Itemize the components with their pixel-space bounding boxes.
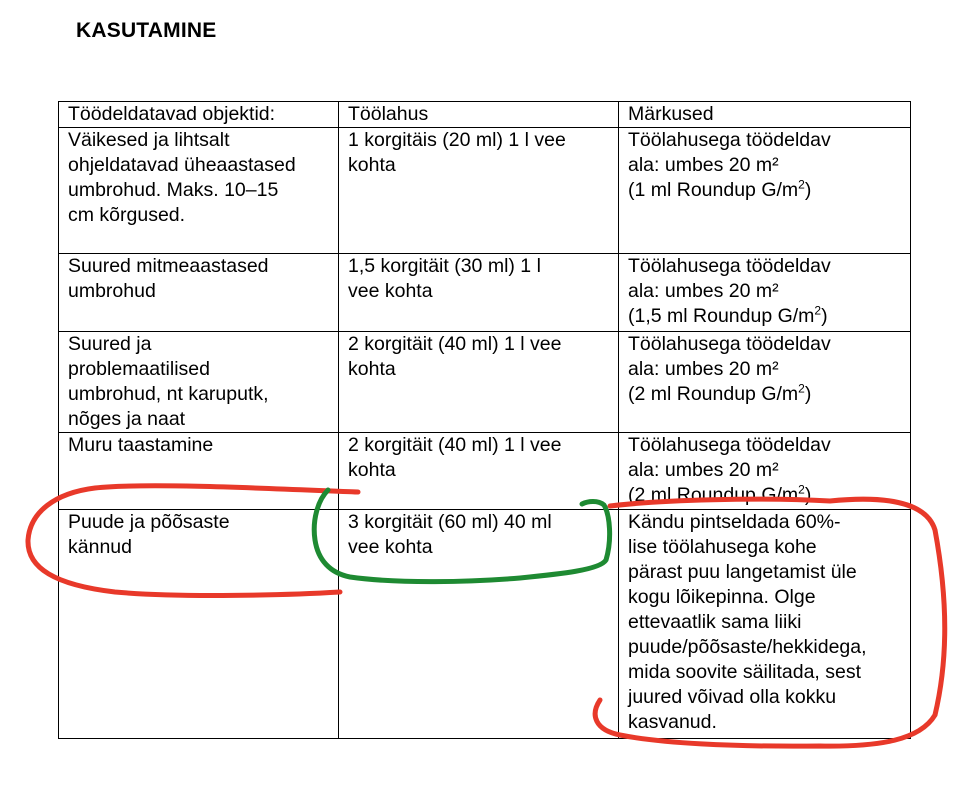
superscript-2: 2 — [798, 177, 805, 192]
solution-cell — [339, 128, 619, 254]
cell-line: vee kohta — [348, 536, 433, 558]
table-row — [59, 332, 911, 433]
solution-cell — [339, 510, 619, 739]
object-cell — [59, 128, 339, 254]
cell-line: Töölahusega töödeldav — [628, 434, 831, 456]
closing-paren: ) — [804, 484, 812, 506]
cell-line: puude/põõsaste/hekkidega, — [628, 636, 867, 658]
dose-line — [628, 178, 904, 203]
cell-line: kohta — [348, 154, 396, 176]
cell-line: umbrohud, nt karuputk, — [68, 383, 269, 405]
cell-line: pärast puu langetamist üle — [628, 561, 857, 583]
cell-line: 2 korgitäit (40 ml) 1 l vee — [348, 434, 562, 456]
cell-line: Muru taastamine — [68, 434, 214, 456]
table-header-row — [59, 102, 911, 128]
cell-line: ala: umbes 20 m² — [628, 459, 779, 481]
cell-line: Suured mitmeaastased — [68, 255, 269, 277]
cell-line: kasvanud. — [628, 711, 717, 733]
table-row — [59, 433, 911, 510]
header-objects: Töödeldatavad objektid: — [59, 102, 339, 128]
object-cell — [59, 433, 339, 510]
dose-text: (1,5 ml Roundup G/m — [628, 305, 815, 327]
notes-cell — [619, 254, 911, 332]
cell-line: Töölahusega töödeldav — [628, 129, 831, 151]
cell-line: umbrohud — [68, 280, 156, 302]
notes-cell — [619, 433, 911, 510]
dose-line — [628, 483, 904, 508]
dose-line — [628, 304, 904, 329]
closing-paren: ) — [804, 179, 812, 201]
notes-cell — [619, 128, 911, 254]
cell-line: cm kõrgused. — [68, 204, 186, 226]
solution-cell — [339, 254, 619, 332]
page-heading: KASUTAMINE — [76, 19, 217, 42]
cell-line: ala: umbes 20 m² — [628, 358, 779, 380]
header-solution: Töölahus — [339, 102, 619, 128]
table-row — [59, 510, 911, 739]
cell-line: Töölahusega töödeldav — [628, 255, 831, 277]
cell-line: 1,5 korgitäit (30 ml) 1 l — [348, 255, 541, 277]
usage-table — [58, 101, 911, 739]
cell-line: lise töölahusega kohe — [628, 536, 817, 558]
cell-line: nõges ja naat — [68, 408, 186, 430]
object-cell — [59, 254, 339, 332]
cell-line: ala: umbes 20 m² — [628, 280, 779, 302]
cell-line: umbrohud. Maks. 10–15 — [68, 179, 279, 201]
object-cell — [59, 510, 339, 739]
dose-text: (1 ml Roundup G/m — [628, 179, 799, 201]
cell-line: 1 korgitäis (20 ml) 1 l vee — [348, 129, 566, 151]
notes-cell — [619, 332, 911, 433]
cell-line: Puude ja põõsaste — [68, 511, 230, 533]
cell-line: Töölahusega töödeldav — [628, 333, 831, 355]
solution-cell — [339, 332, 619, 433]
cell-line: 3 korgitäit (60 ml) 40 ml — [348, 511, 552, 533]
cell-line: juured võivad olla kokku — [628, 686, 837, 708]
table-row — [59, 254, 911, 332]
superscript-2: 2 — [798, 381, 805, 396]
cell-line: Suured ja — [68, 333, 152, 355]
cell-line: ettevaatlik sama liiki — [628, 611, 802, 633]
cell-line: 2 korgitäit (40 ml) 1 l vee — [348, 333, 562, 355]
cell-line: kännud — [68, 536, 132, 558]
solution-cell — [339, 433, 619, 510]
cell-line: kogu lõikepinna. Olge — [628, 586, 816, 608]
cell-line: Kändu pintseldada 60%- — [628, 511, 841, 533]
dose-text: (2 ml Roundup G/m — [628, 484, 799, 506]
header-notes: Märkused — [619, 102, 911, 128]
cell-line: ohjeldatavad üheaastased — [68, 154, 296, 176]
cell-line: kohta — [348, 459, 396, 481]
dose-text: (2 ml Roundup G/m — [628, 383, 799, 405]
cell-line: ala: umbes 20 m² — [628, 154, 779, 176]
object-cell — [59, 332, 339, 433]
cell-line: kohta — [348, 358, 396, 380]
closing-paren: ) — [821, 305, 828, 327]
superscript-2: 2 — [814, 303, 822, 318]
superscript-2: 2 — [798, 482, 805, 497]
notes-cell — [619, 510, 911, 739]
cell-line: problemaatilised — [68, 358, 210, 380]
closing-paren: ) — [804, 383, 812, 405]
cell-line: Väikesed ja lihtsalt — [68, 129, 230, 151]
cell-line: mida soovite säilitada, sest — [628, 661, 862, 683]
dose-line — [628, 382, 904, 407]
table-row — [59, 128, 911, 254]
cell-line: vee kohta — [348, 280, 433, 302]
